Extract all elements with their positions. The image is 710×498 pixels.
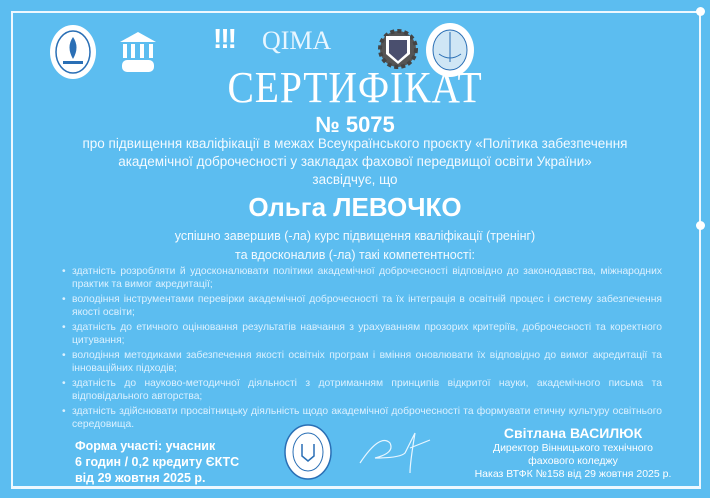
list-item: • володіння методиками забезпечення якості освітніх програм і вміння оновлювати їх відповідно до вимог акредитації та інноваційних підходів; [62,350,662,376]
participation-date: від 29 жовтня 2025 р. [75,471,206,485]
signer-name: Світлана ВАСИЛЮК [503,425,643,441]
recipient-name: Ольга ЛЕВОЧКО [248,192,462,222]
certificate-title: СЕРТИФІКАТ [227,63,483,112]
completion-text: успішно завершив (-ла) курс підвищення кваліфікації (тренінг) [174,229,536,243]
list-item: • здатність до науково-методичної діяльності з дотриманням принципів відкритої науки, академічного письма та відповідального авторства; [62,378,662,404]
certificate-number: № 5075 [315,112,395,137]
list-item: • здатність до етичного оцінювання результатів навчання з урахуванням прозорих критеріїв, доброчесності та коректного цитування; [62,322,662,348]
completion-text: та вдосконалив (-ла) такі компетентності: [235,248,475,262]
official-stamp [283,423,333,481]
order-reference: Наказ ВТФК №158 від 29 жовтня 2025 р. [474,468,672,480]
signer-block [458,424,688,481]
participation-info [75,438,239,486]
list-item: • володіння інструментами перевірки академічної доброчесності та їх інтеграція в освітній процес і систему забезпечення якості освіти; [62,294,662,320]
certifies-text: засвідчує, що [312,172,398,187]
intro-text: про підвищення кваліфікації в межах Всеукраїнського проєкту «Політика забезпечення [82,136,628,151]
participation-form: Форма участі: учасник [75,439,216,453]
exclamation-logo: !!! [213,23,235,54]
list-item: • здатність здійснювати просвітницьку діяльність щодо академічної доброчесності та формувати етичну культуру освітнього середовища. [62,406,662,432]
signature [355,428,435,478]
qima-logo: QIMA [262,26,332,55]
competencies-list [62,266,662,435]
participation-hours: 6 годин / 0,2 кредиту ЄКТС [75,455,240,469]
list-item: • здатність розробляти й удосконалювати політики академічної доброчесності відповідно до законодавства, міжнародних практик та вимог акредитації; [62,266,662,292]
intro-text: академічної доброчесності у закладах фахової передвищої освіти України» [118,154,592,169]
border-ornament [696,7,705,16]
signer-position: фахового коледжу [528,455,618,467]
signer-position: Директор Вінницького технічного [492,442,654,454]
